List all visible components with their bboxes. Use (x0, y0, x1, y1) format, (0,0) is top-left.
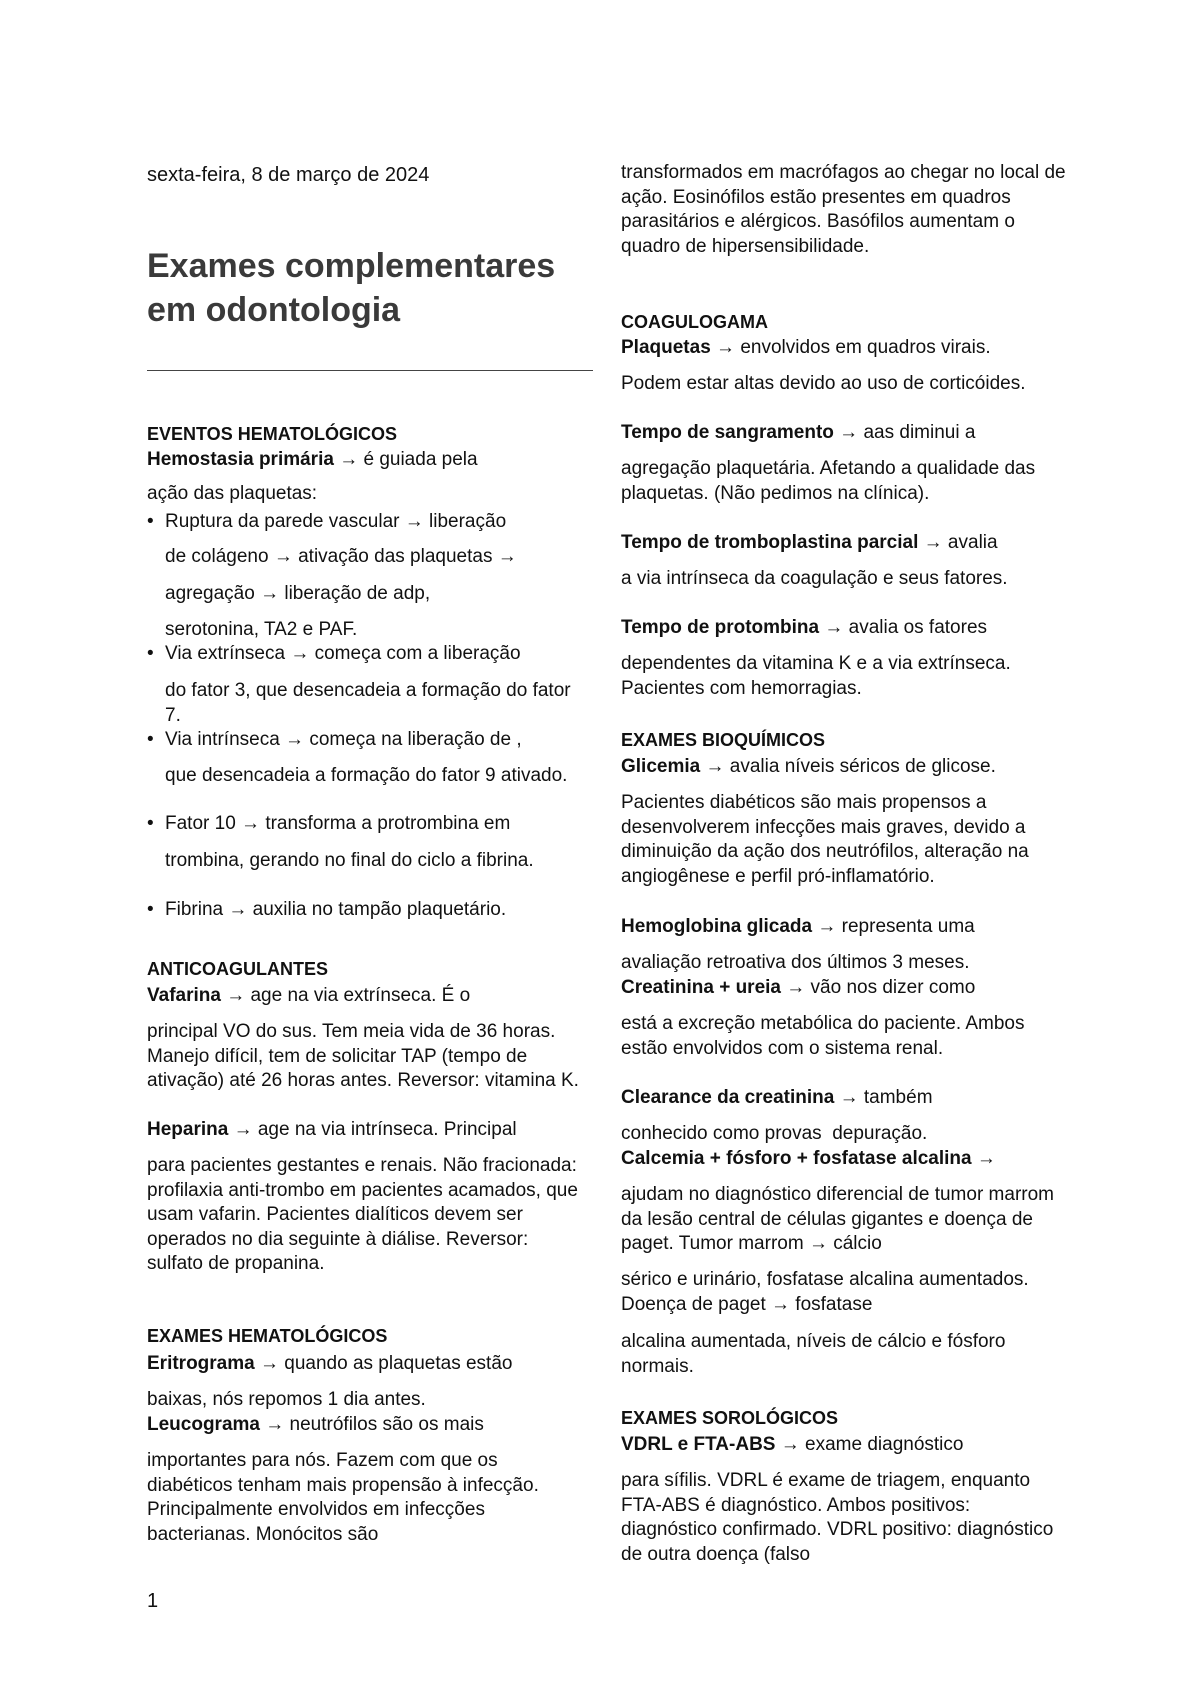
sangramento-cont: agregação plaquetária. Afetando a qualidade das plaquetas. (Não pedimos na clínica). (621, 458, 1036, 504)
sangramento-tail: → aas diminui a (833, 422, 976, 443)
calcemia-line (621, 1147, 1081, 1172)
bullet-dot-icon: • (147, 899, 154, 920)
bullet-line: serotonina, TA2 e PAF. (165, 619, 358, 640)
leucograma-term: Leucograma (147, 1414, 260, 1435)
bullet-line: Ruptura da parede vascular → liberação (165, 511, 507, 532)
bullet-continuation (147, 764, 577, 789)
heparina-tail: → age na via intrínseca. Principal (228, 1119, 517, 1140)
sangramento-line (621, 421, 1081, 446)
glicemia-line (621, 755, 1081, 780)
bullet-line: Via extrínseca → começa com a liberação (165, 643, 521, 664)
bullet-item (147, 898, 607, 923)
calcemia-cont: ajudam no diagnóstico diferencial de tumor marrom da lesão central de células gigantes e doença de paget. Tumor marrom → cálcio (621, 1184, 1054, 1254)
bullet-item (147, 728, 607, 753)
title-line-1: Exames complementares (147, 247, 556, 285)
clearance-term: Clearance da creatinina (621, 1087, 835, 1108)
vafarina-line (147, 984, 607, 1009)
bullet-item (147, 510, 607, 535)
calcemia-term: Calcemia + fósforo + fosfatase alcalina (621, 1148, 972, 1169)
hemostasia-cont: ação das plaquetas: (147, 483, 318, 504)
hemoglobina-term: Hemoglobina glicada (621, 916, 813, 937)
bullet-line: agregação → liberação de adp, (165, 583, 431, 604)
heparina-cont: para pacientes gestantes e renais. Não fracionada: profilaxia anti-trombo em pacientes acamados, que usam vafarin. Pacientes dialíticos devem ser operados no dia seguinte à diálise. Reversor: sulfato de propanina. (147, 1155, 578, 1274)
heparina-line (147, 1118, 607, 1143)
plaquetas-tail: → envolvidos em quadros virais. (710, 337, 991, 358)
eritrograma-cont: baixas, nós repomos 1 dia antes. (147, 1389, 426, 1410)
heading-anticoagulantes: ANTICOAGULANTES (147, 959, 328, 979)
protombina-term: Tempo de protombina (621, 617, 820, 638)
bullet-line: Fibrina → auxilia no tampão plaquetário. (165, 899, 507, 920)
heading-eventos-hematologicos: EVENTOS HEMATOLÓGICOS (147, 424, 398, 444)
bullet-line: Via intrínseca → começa na liberação de , (165, 729, 522, 750)
sangramento-term: Tempo de sangramento (621, 422, 834, 443)
heading-exames-bioquimicos: EXAMES BIOQUÍMICOS (621, 730, 826, 750)
calcemia-cont-2: sérico e urinário, fosfatase alcalina aumentados. Doença de paget → fosfatase (621, 1269, 1029, 1315)
hemostasia-line (147, 448, 607, 473)
heading-exames-sorologicos: EXAMES SOROLÓGICOS (621, 1408, 839, 1428)
hemoglobina-cont: avaliação retroativa dos últimos 3 meses. (621, 952, 970, 973)
clearance-line (621, 1086, 1081, 1111)
plaquetas-term: Plaquetas (621, 337, 711, 358)
bullet-continuation (147, 679, 577, 728)
leucograma-tail: → neutrófilos são os mais (259, 1414, 484, 1435)
title-divider (147, 370, 593, 371)
vafarina-cont: principal VO do sus. Tem meia vida de 36 horas. Manejo difícil, tem de solicitar TAP (tempo de ativação) até 26 horas antes. Reversor: vitamina K. (147, 1021, 579, 1091)
bullet-dot-icon: • (147, 511, 154, 532)
creatinina-cont: está a excreção metabólica do paciente. Ambos estão envolvidos com o sistema renal. (621, 1013, 1025, 1059)
hemoglobina-tail: → representa uma (812, 916, 975, 937)
clearance-tail: → também (834, 1087, 933, 1108)
bullet-continuation (147, 582, 607, 607)
bullet-dot-icon: • (147, 643, 154, 664)
page-title (147, 244, 555, 332)
bullet-line: de colágeno → ativação das plaquetas → (165, 546, 517, 567)
calcemia-cont-3: alcalina aumentada, níveis de cálcio e fósforo normais. (621, 1331, 1006, 1377)
vdrl-line (621, 1433, 1081, 1458)
heading-exames-hematologicos: EXAMES HEMATOLÓGICOS (147, 1326, 388, 1346)
tromboplastina-term: Tempo de tromboplastina parcial (621, 532, 919, 553)
bullet-dot-icon: • (147, 729, 154, 750)
calcemia-tail: → (971, 1148, 996, 1169)
page-number: 1 (147, 1590, 159, 1612)
eritrograma-term: Eritrograma (147, 1353, 255, 1374)
plaquetas-line (621, 336, 1081, 361)
bullet-item (147, 812, 607, 837)
bullet-line: trombina, gerando no final do ciclo a fibrina. (165, 850, 534, 871)
leucograma-cont: importantes para nós. Fazem com que os diabéticos tenham mais propensão à infecção. Principalmente envolvidos em infecções bacterianas. Monócitos são (147, 1450, 539, 1545)
leucograma-line (147, 1413, 607, 1438)
hemostasia-tail: → é guiada pela (333, 449, 478, 470)
hemostasia-term: Hemostasia primária (147, 449, 334, 470)
protombina-line (621, 616, 1081, 641)
plaquetas-cont: Podem estar altas devido ao uso de corticóides. (621, 373, 1026, 394)
bullet-line: que desencadeia a formação do fator 9 ativado. (165, 765, 568, 786)
bullet-continuation (147, 849, 577, 874)
leucograma-continuation: transformados em macrófagos ao chegar no local de ação. Eosinófilos estão presentes em quadros parasitários e alérgicos. Basófilos aumentam o quadro de hipersensibilidade. (621, 162, 1066, 257)
vdrl-tail: → exame diagnóstico (775, 1434, 964, 1455)
tromboplastina-tail: → avalia (918, 532, 998, 553)
creatinina-term: Creatinina + ureia (621, 977, 781, 998)
bullet-item (147, 642, 607, 667)
tromboplastina-line (621, 531, 1081, 556)
bullet-continuation (147, 618, 607, 643)
page-date: sexta-feira, 8 de março de 2024 (147, 164, 430, 186)
heading-coagulograma: COAGULOGAMA (621, 312, 768, 332)
bullet-line: Fator 10 → transforma a protrombina em (165, 813, 511, 834)
clearance-cont: conhecido como provas depuração. (621, 1123, 928, 1144)
glicemia-tail: → avalia níveis séricos de glicose. (700, 756, 996, 777)
vafarina-tail: → age na via extrínseca. É o (220, 985, 471, 1006)
vdrl-cont: para sífilis. VDRL é exame de triagem, enquanto FTA-ABS é diagnóstico. Ambos positivos: diagnóstico confirmado. VDRL positivo: diagnóstico de outra doença (falso (621, 1470, 1054, 1565)
eritrograma-tail: → quando as plaquetas estão (254, 1353, 513, 1374)
protombina-tail: → avalia os fatores (819, 617, 988, 638)
title-line-2: em odontologia (147, 291, 401, 329)
tromboplastina-cont: a via intrínseca da coagulação e seus fatores. (621, 568, 1008, 589)
bullet-continuation (147, 545, 607, 570)
vafarina-term: Vafarina (147, 985, 221, 1006)
hemoglobina-line (621, 915, 1081, 940)
bullet-dot-icon: • (147, 813, 154, 834)
creatinina-tail: → vão nos dizer como (780, 977, 976, 998)
creatinina-line (621, 976, 1081, 1001)
heparina-term: Heparina (147, 1119, 229, 1140)
glicemia-term: Glicemia (621, 756, 701, 777)
vdrl-term: VDRL e FTA-ABS (621, 1434, 776, 1455)
glicemia-cont: Pacientes diabéticos são mais propensos a desenvolverem infecções mais graves, devido a diminuição da ação dos neutrófilos, alteração na angiogênese e perfil pró-inflamatório. (621, 792, 1029, 887)
protombina-cont: dependentes da vitamina K e a via extrínseca. Pacientes com hemorragias. (621, 653, 1011, 699)
eritrograma-line (147, 1352, 607, 1377)
bullet-line: do fator 3, que desencadeia a formação do fator 7. (165, 680, 571, 726)
